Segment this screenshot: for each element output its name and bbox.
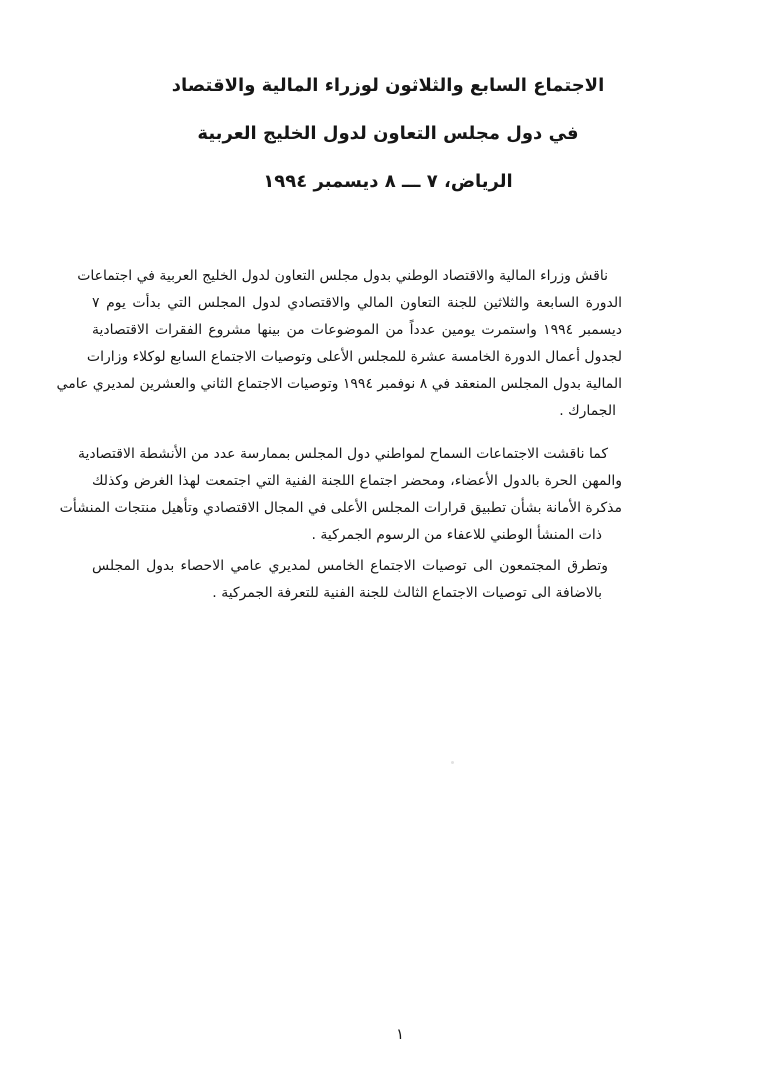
title-line-organization: في دول مجلس التعاون لدول الخليج العربية <box>197 123 579 144</box>
paragraph-line: الجمارك . <box>559 403 616 419</box>
title-line-meeting: الاجتماع السابع والثلاثون لوزراء المالية والاقتصاد <box>171 75 605 96</box>
paragraph-line: وتطرق المجتمعون الى توصيات الاجتماع الخامس لمديري عامي الاحصاء بدول المجلس <box>92 558 608 574</box>
paragraph-line: ديسمبر ١٩٩٤ واستمرت يومين عدداً من الموضوعات من بينها مشروع الفقرات الاقتصادية <box>92 322 622 338</box>
document-title-block <box>0 62 776 206</box>
paragraph-2 <box>59 441 622 549</box>
paragraph-line: كما ناقشت الاجتماعات السماح لمواطني دول المجلس بممارسة عدد من الأنشطة الاقتصادية <box>78 446 608 462</box>
paragraph-line: المالية بدول المجلس المنعقد في ٨ نوفمبر ١٩٩٤ وتوصيات الاجتماع الثاني والعشرين لمديري عامي <box>56 376 622 392</box>
paragraph-line: والمهن الحرة بالدول الأعضاء، ومحضر اجتماع اللجنة الفنية التي اجتمعت لهذا الغرض وكذلك <box>92 473 622 489</box>
paragraph-1 <box>56 263 622 425</box>
page-number: ١ <box>395 1025 405 1043</box>
paragraph-line: مذكرة الأمانة بشأن تطبيق قرارات المجلس الأعلى في المجال الاقتصادي وتأهيل منتجات المنشأت <box>59 500 622 516</box>
scan-artifact-speck <box>451 761 454 764</box>
paragraph-line: ذات المنشأ الوطني للاعفاء من الرسوم الجمركية . <box>311 527 602 543</box>
paragraph-line: لجدول أعمال الدورة الخامسة عشرة للمجلس الأعلى وتوصيات الاجتماع السابع لوكلاء وزارات <box>86 349 622 365</box>
paragraph-line: ناقش وزراء المالية والاقتصاد الوطني بدول مجلس التعاون لدول الخليج العربية في اجتماعات <box>77 268 608 284</box>
paragraph-3 <box>92 553 622 607</box>
title-line-date-location: الرياض، ٧ ـــ ٨ ديسمبر ١٩٩٤ <box>263 171 513 192</box>
paragraph-line: الدورة السابعة والثلاثين للجنة التعاون المالي والاقتصادي لدول المجلس التي بدأت يوم ٧ <box>92 295 622 311</box>
paragraph-line: بالاضافة الى توصيات الاجتماع الثالث للجنة الفنية للتعرفة الجمركية . <box>212 585 602 601</box>
